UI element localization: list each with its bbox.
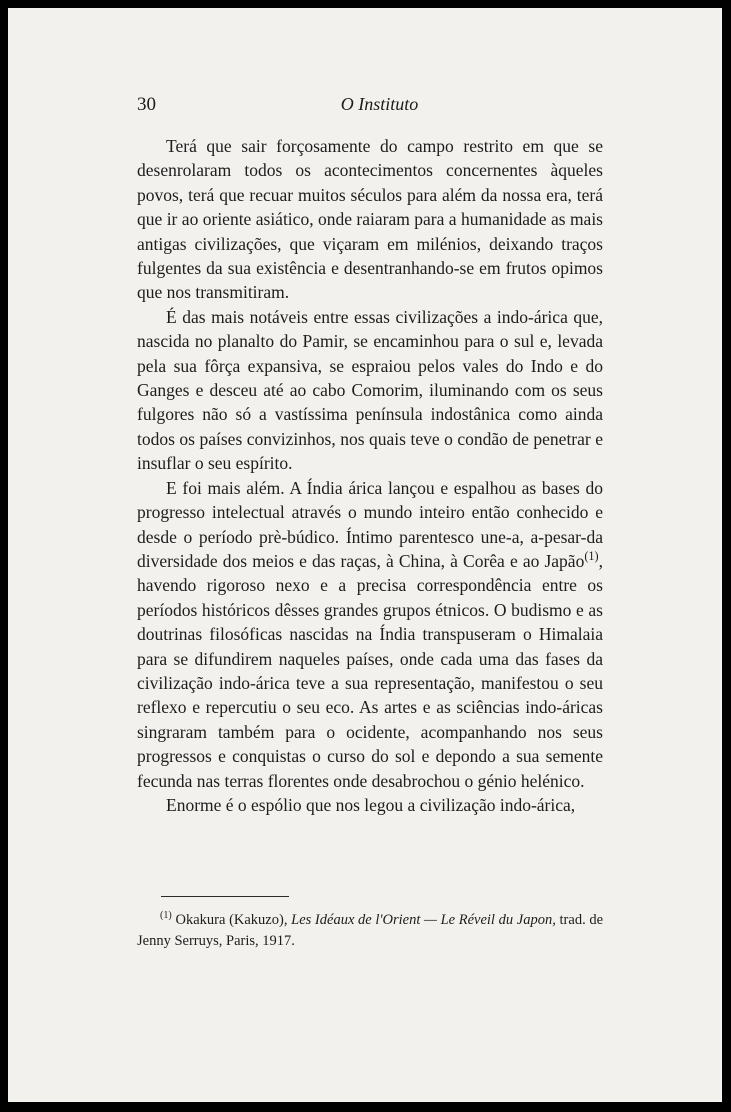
body-text	[137, 134, 603, 817]
page-number: 30	[137, 94, 156, 115]
paragraph-1: Terá que sair forçosamente do campo restrito em que se desenrolaram todos os acontecimentos concernentes àqueles povos, terá que recuar muitos séculos para além da nossa era, terá que ir ao oriente asiático, onde raiaram para a humanidade as mais antigas civilizações, que viçaram em milénios, deixando traços fulgentes da sua existência e desentranhando-se em frutos opimos que nos transmitiram.	[137, 136, 603, 303]
paragraph-3-part-2: , havendo rigoroso nexo e a precisa correspondência entre os períodos históricos dêsses grandes grupos étnicos. O budismo e as doutrinas filosóficas nascidas na Índia transpuseram o Himalaia para se difundirem naqueles países, onde cada uma das fases da civilização indo-árica teve a sua representação, manifestou o seu reflexo e repercutiu o seu eco. As artes e as sciências indo-áricas singraram também para o ocidente, acompanhando nos seus progressos e conquistas o curso do sol e depondo a sua semente fecunda nas terras florentes onde desabrochou o génio helénico.	[137, 550, 603, 791]
footnote-details: trad. de Jenny Serruys, Paris, 1917.	[137, 912, 604, 949]
paragraph-2: É das mais notáveis entre essas civilizações a indo-árica que, nascida no planalto do Pamir, se encaminhou para o sul e, levada pela sua fôrça expansiva, se espraiou pelos vales do Indo e do Ganges e desceu até ao cabo Comorim, iluminando com os seus fulgores não só a vastíssima península indostânica como ainda todos os países convizinhos, nos quais teve o condão de penetrar e insuflar o seu espírito.	[137, 306, 603, 474]
footnote-title: Les Idéaux de l'Orient — Le Réveil du Japon,	[291, 912, 556, 928]
paragraph-3	[137, 476, 603, 793]
footnote	[137, 910, 603, 952]
paragraph-4: Enorme é o espólio que nos legou a civilização indo-árica,	[166, 794, 576, 815]
page-header	[137, 94, 622, 118]
footnote-marker: (1)	[160, 910, 172, 922]
book-page	[8, 8, 722, 1102]
footnote-separator	[161, 896, 289, 897]
footnote-author: Okakura (Kakuzo),	[175, 912, 288, 928]
paragraph-3-part-1: E foi mais além. A Índia árica lançou e espalhou as bases do progresso intelectual através o mundo inteiro então conhecido e desde o período prè-búdico. Íntimo parentesco une-a, a-pesar-da diversidade dos meios e das raças, à China, à Corêa e ao Japão	[137, 477, 603, 571]
running-title: O Instituto	[340, 94, 419, 114]
footnote-reference: (1)	[584, 549, 599, 564]
